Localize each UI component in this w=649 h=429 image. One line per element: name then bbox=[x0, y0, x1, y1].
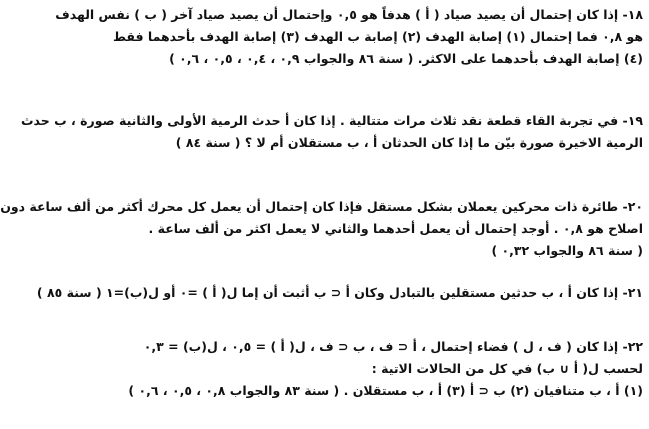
problem-19-line-2: الرمية الاخيرة صورة بيّن ما إذا كان الحدثان أ ، ب مستقلان أم لا ؟ ( سنة ٨٤ ) bbox=[175, 135, 643, 150]
problem-19 bbox=[21, 110, 643, 154]
problem-22-line-2: لحسب ل( أ ∪ ب) في كل من الحالات الاتية : bbox=[371, 361, 643, 376]
problem-21 bbox=[36, 282, 643, 304]
problem-20-line-2: اصلاح هو ٠,٨ . أوجد إحتمال أن يعمل أحدهما والثاني لا يعمل اكثر من ألف ساعة . bbox=[148, 221, 643, 236]
problem-22-line-3: (١) أ ، ب متنافيان (٢) ب ⊂ أ (٣) أ ، ب مستقلان . ( سنة ٨٣ والجواب ٠,٨ ، ٠,٥ ، ٠,٦ ) bbox=[128, 383, 643, 398]
problem-18-line-3: (٤) إصابة الهدف بأحدهما على الاكثر. ( سنة ٨٦ والجواب ٠,٩ ، ٠,٤ ، ٠,٥ ، ٠,٦ ) bbox=[169, 51, 643, 66]
problem-20-line-1: ٢٠- طائرة ذات محركين يعملان بشكل مستقل فإذا كان إحتمال أن يعمل كل محرك أكثر من ألف ساعة دون bbox=[0, 199, 643, 214]
problem-18-line-2: هو ٠,٨ فما إحتمال (١) إصابة الهدف (٢) إصابة ب الهدف (٣) إصابة الهدف بأحدهما فقط bbox=[113, 29, 643, 44]
problem-19-line-1: ١٩- في تجربة القاء قطعة نقد ثلاث مرات متتالية . إذا كان أ حدث الرمية الأولى والثانية صورة ، ب حدث bbox=[21, 113, 643, 128]
problem-21-line-1: ٢١- إذا كان أ ، ب حدثين مستقلين بالتبادل وكان أ ⊂ ب أثبت أن إما ل( أ ) =٠ أو ل(ب)=١ ( سنة ٨٥ ) bbox=[36, 285, 643, 300]
problem-22 bbox=[53, 336, 643, 402]
problem-18 bbox=[53, 4, 643, 70]
problem-22-line-1: ٢٢- إذا كان ( ف ، ل ) فضاء إحتمال ، أ ⊂ ف ، ب ⊂ ف ، ل( أ ) = ٠,٥ ، ل(ب) = ٠,٣ bbox=[143, 339, 643, 354]
problem-20-answer: ( سنة ٨٦ والجواب ٠,٣٢ ) bbox=[491, 243, 643, 258]
problem-20 bbox=[0, 196, 643, 262]
problem-18-line-1: ١٨- إذا كان إحتمال أن يصيد صياد ( أ ) هدفاً هو ٠,٥ وإحتمال أن يصيد صياد آخر ( ب ) نفس الهدف bbox=[55, 7, 643, 22]
